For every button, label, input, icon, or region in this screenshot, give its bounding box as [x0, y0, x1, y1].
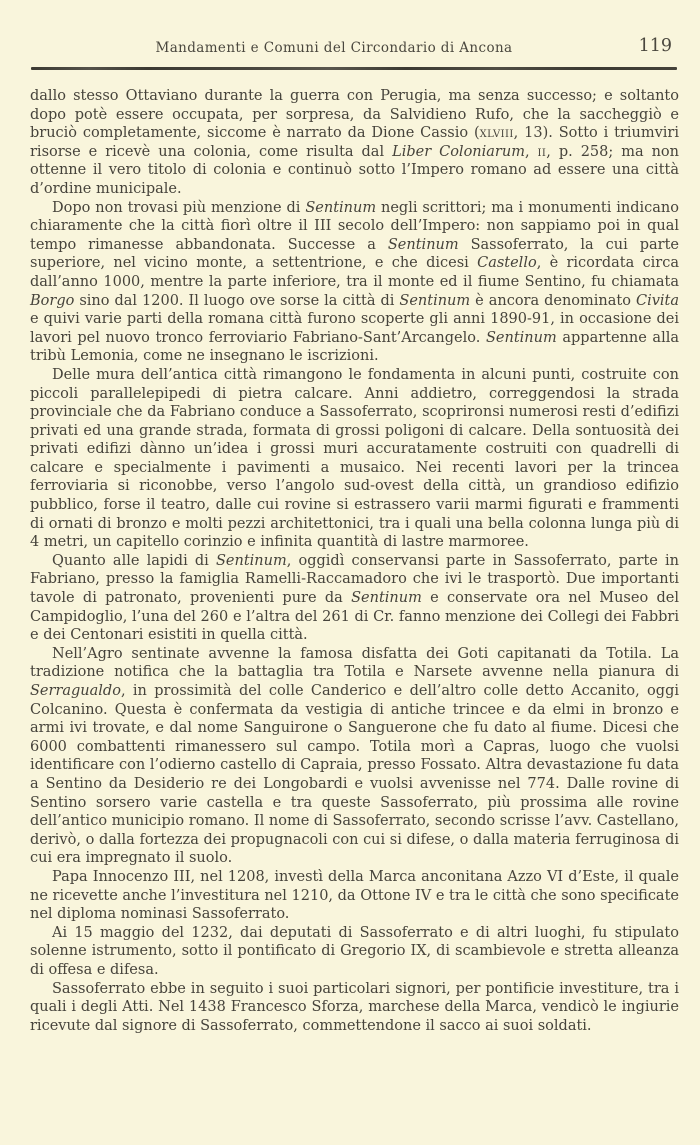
text-segment: e quivi varie parti della romana città furono scoperte gli anni 1890-91, in occasione dei lavori pel nuovo tronco ferroviario Fabriano-Sant’Arcangelo.: [30, 311, 679, 346]
italic-text: Sentinum: [399, 292, 471, 309]
text-segment: Dopo non trovasi più menzione di: [52, 199, 306, 216]
italic-text: Borgo: [30, 292, 75, 309]
smallcaps-text: xlviii: [479, 125, 514, 142]
text-segment: appartenne alla tribù Lemonia, come ne insegnano le iscrizioni.: [30, 329, 679, 365]
italic-text: Liber Coloniarum: [392, 143, 525, 160]
text-segment: , p. 258; ma non ottenne il vero titolo di colonia e continuò sotto l’Impero romano ad essere una città d’ordine municipale.: [30, 143, 680, 197]
text-segment: negli scrittori; ma i monumenti indicano chiaramente che la città fiorì oltre il III secolo dell’Impero: non sappiamo poi in qual tempo rimanesse abbandonata. Successe a: [30, 199, 680, 253]
italic-text: Sentinum: [305, 199, 377, 216]
italic-text: Castello: [477, 255, 537, 272]
smallcaps-text: ii: [537, 143, 547, 160]
text-segment: ,: [524, 143, 538, 160]
header-rule: [31, 67, 677, 70]
italic-text: Civita: [635, 292, 680, 309]
text-segment: e conservate ora nel Museo del Campidoglio, l’una del 260 e l’altra del 261 di Cr. fanno menzione dei Collegi dei Fabbri e dei Centonari esistiti in quella città.: [30, 590, 679, 644]
text-segment: , oggidì conservansi parte in Sassoferrato, parte in Fabriano, presso la famiglia Ramelli-Raccamadoro che ivi le trasportò. Due importanti tavole di patronato, provenienti pure da: [30, 552, 680, 607]
text-segment: , è ricordata circa dall’anno 1000, mentre la parte inferiore, tra il monte ed il fiume Sentino, fu chiamata: [30, 255, 679, 290]
running-head: [30, 36, 678, 60]
paragraph: [30, 924, 679, 980]
text-segment: Papa Innocenzo III, nel 1208, investì della Marca anconitana Azzo VI d’Este, il quale ne ricevette anche l’investitura nel 1210, da Ottone IV e tra le città che sono specificate nel diploma nominasi Sassoferrato.: [30, 868, 679, 923]
text-segment: , 13). Sotto i triumviri risorse e ricevè una colonia, come risulta dal: [30, 125, 679, 160]
text-segment: Sassoferrato, la cui parte superiore, nel vicino monte, a settentrione, e che dicesi: [30, 236, 679, 272]
paragraph: [30, 552, 679, 645]
paragraph: [30, 868, 679, 924]
paragraph: [30, 199, 679, 366]
text-segment: è ancora denominato: [470, 292, 636, 309]
body-text: [30, 87, 679, 1035]
text-segment: Sassoferrato ebbe in seguito i suoi particolari signori, per pontificie investiture, tra i quali i degli Atti. Nel 1438 Francesco Sforza, marchese della Marca, vendicò le ingiurie ricevute dal signore di Sassoferrato, commettendone il sacco ai suoi soldati.: [30, 980, 679, 1034]
paragraph: [30, 87, 679, 199]
text-segment: dallo stesso Ottaviano durante la guerra con Perugia, ma senza successo; e soltanto dopo potè essere occupata, per sorpresa, da Salvidieno Rufo, che la saccheggiò e bruciò completamente, siccome è narrato da Dione Cassio (: [30, 88, 679, 142]
paragraph: [30, 366, 679, 552]
paragraph: [30, 645, 679, 868]
italic-text: Serragualdo: [30, 683, 121, 699]
text-segment: Nell’Agro sentinate avvenne la famosa disfatta dei Goti capitanati da Totila. La tradizione notifica che la battaglia tra Totila e Narsete avvenne nella pianura di: [30, 645, 679, 681]
text-segment: Delle mura dell’antica città rimangono le fondamenta in alcuni punti, costruite con piccoli parallelepipedi di pietra calcare. Anni addietro, correggendosi la strada provinciale che da Fabriano conduce a Sassoferrato, scoprironsi numerosi resti d’edifizi privati ed una grande strada, formata di grossi poligoni di calcare. Della sontuosità dei privati edifizi dànno un’idea i grossi muri accuratamente costruiti con quadrelli di calcare e specialmente i pavimenti a musaico. Nei recenti lavori per la trincea ferroviaria si riconobbe, verso l’angolo sud-ovest della città, un grandioso edifizio pubblico, forse il teatro, dalle cui rovine si estrassero varii marmi figurati e frammenti di ornati di bronzo e molti pezzi architettonici, tra i quali una bella colonna lunga più di 4 metri, un capitello corinzio e infinita quantità di lastre marmoree.: [30, 366, 679, 551]
paragraph: [30, 980, 679, 1036]
page-number: 119: [638, 36, 672, 56]
text-segment: Ai 15 maggio del 1232, dai deputati di Sassoferrato e di altri luoghi, fu stipulato solenne istrumento, sotto il pontificato di Gregorio IX, di scambievole e stretta alleanza di offesa e difesa.: [30, 924, 679, 978]
text-segment: , in prossimità del colle Canderico e dell’altro colle detto Accanito, oggi Colcanino. Questa è confermata da vestigia di antiche trincee e da elmi in bronzo e armi ivi trovate, e dal nome Sanguirone o Sanguerone che fu dato al fiume. Dicesi che 6000 combattenti rimanessero sul campo. Totila morì a Capras, luogo che vuolsi identificare con l’odierno castello di Capraia, presso Fossato. Altra devastazione fu data a Sentino da Desiderio re dei Longobardi e vuolsi avvenisse nel 774. Dalle rovine di Sentino sorsero varie castella e tra queste Sassoferrato, più prossima alle rovine dell’antico municipio romano. Il nome di Sassoferrato, secondo scrisse l’avv. Castellano, derivò, o dalla fortezza dei propugnacoli con cui si difese, o dalla materia ferruginosa di cui era impregnato il suolo.: [30, 683, 679, 867]
running-title: Mandamenti e Comuni del Circondario di Ancona: [155, 40, 513, 56]
text-segment: Quanto alle lapidi di: [52, 552, 216, 569]
text-segment: sino dal 1200. Il luogo ove sorse la città di: [74, 292, 400, 309]
italic-text: Sentinum: [387, 236, 459, 253]
italic-text: Sentinum: [215, 552, 287, 569]
italic-text: Sentinum: [351, 590, 422, 607]
italic-text: Sentinum: [485, 329, 557, 346]
